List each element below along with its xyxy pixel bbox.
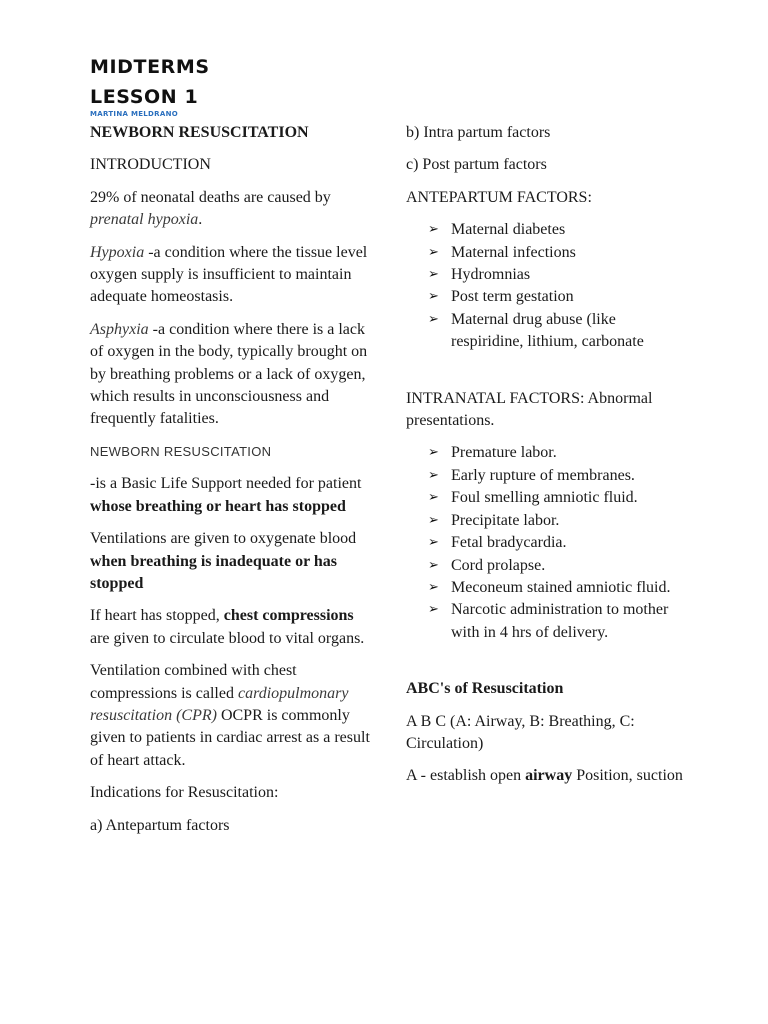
arrow-bullet-icon: ➢ bbox=[428, 311, 439, 327]
airway-text: A - establish open bbox=[406, 767, 526, 785]
arrow-bullet-icon: ➢ bbox=[428, 557, 439, 573]
list-item-text: Premature labor. bbox=[451, 444, 557, 462]
list-item-text: Foul smelling amniotic fluid. bbox=[451, 489, 638, 507]
page-header bbox=[90, 52, 210, 112]
list-item bbox=[406, 532, 691, 554]
list-item-text: Maternal drug abuse (like respiridine, lithium, carbonate bbox=[451, 310, 644, 351]
indication-item-a: a) Antepartum factors bbox=[90, 816, 230, 834]
airway-end: Position, suction bbox=[572, 767, 683, 785]
asphyxia-def: -a condition where there is a lack of oxygen in the body, typically brought on by breathing problems or a lack of oxygen, which results in unconsciousness and frequently fatalities. bbox=[90, 320, 368, 428]
author-name: MARTINA MELDRANO bbox=[90, 110, 178, 118]
asphyxia-term: Asphyxia bbox=[90, 320, 149, 338]
cpr-end: OCPR is commonly given to patients in cardiac arrest as a result of heart attack. bbox=[90, 706, 370, 769]
intranatal-heading: INTRANATAL FACTORS: Abnormal presentations. bbox=[406, 389, 653, 430]
indication-item-c: c) Post partum factors bbox=[406, 156, 547, 174]
arrow-bullet-icon: ➢ bbox=[428, 602, 439, 618]
antepartum-heading: ANTEPARTUM FACTORS: bbox=[406, 188, 592, 206]
vent-bold: when breathing is inadequate or has stopped bbox=[90, 552, 338, 592]
list-item-text: Early rupture of membranes. bbox=[451, 466, 635, 484]
airway-paragraph bbox=[406, 765, 691, 787]
arrow-bullet-icon: ➢ bbox=[428, 289, 439, 305]
ventilation-paragraph bbox=[90, 528, 375, 595]
neonatal-deaths-paragraph bbox=[90, 187, 375, 232]
spacer bbox=[406, 364, 691, 388]
arrow-bullet-icon: ➢ bbox=[428, 467, 439, 483]
list-item-text: Hydromnias bbox=[451, 266, 531, 284]
arrow-bullet-icon: ➢ bbox=[428, 490, 439, 506]
indication-item-b: b) Intra partum factors bbox=[406, 124, 551, 141]
list-item-text: Cord prolapse. bbox=[451, 556, 546, 574]
heart-text: If heart has stopped, bbox=[90, 607, 224, 625]
list-item-text: Narcotic administration to mother with in 4 hrs of delivery. bbox=[451, 601, 669, 641]
p1-text: 29% of neonatal deaths are caused by bbox=[90, 188, 331, 206]
spacer bbox=[406, 654, 691, 678]
list-item bbox=[406, 465, 691, 487]
list-item-text: Maternal diabetes bbox=[451, 221, 566, 239]
cpr-paragraph bbox=[90, 660, 375, 772]
introduction-heading: INTRODUCTION bbox=[90, 156, 211, 174]
list-item bbox=[406, 242, 691, 264]
arrow-bullet-icon: ➢ bbox=[428, 445, 439, 461]
list-item bbox=[406, 510, 691, 532]
right-column bbox=[406, 122, 691, 798]
indications-heading: Indications for Resuscitation: bbox=[90, 784, 279, 802]
left-column bbox=[90, 122, 375, 847]
list-item bbox=[406, 487, 691, 509]
list-item bbox=[406, 599, 691, 644]
list-item bbox=[406, 309, 691, 354]
asphyxia-definition bbox=[90, 319, 375, 431]
list-item-text: Post term gestation bbox=[451, 288, 574, 306]
list-item bbox=[406, 442, 691, 464]
arrow-bullet-icon: ➢ bbox=[428, 244, 439, 260]
list-item-text: Maternal infections bbox=[451, 243, 576, 261]
newborn-resuscitation-subhead: NEWBORN RESUSCITATION bbox=[90, 443, 272, 459]
bls-bold: whose breathing or heart has stopped bbox=[90, 497, 346, 515]
arrow-bullet-icon: ➢ bbox=[428, 267, 439, 283]
arrow-bullet-icon: ➢ bbox=[428, 579, 439, 595]
list-item-text: Meconeum stained amniotic fluid. bbox=[451, 578, 671, 596]
airway-bold: airway bbox=[525, 767, 573, 785]
cpr-italic: cardiopulmonary resuscitation (CPR) bbox=[90, 684, 349, 724]
abc-heading: ABC's of Resuscitation bbox=[406, 680, 564, 698]
bls-text: -is a Basic Life Support needed for patient bbox=[90, 475, 362, 493]
p1-italic: prenatal hypoxia bbox=[90, 211, 199, 229]
list-item-text: Precipitate labor. bbox=[451, 511, 560, 529]
arrow-bullet-icon: ➢ bbox=[428, 535, 439, 551]
list-item bbox=[406, 286, 691, 308]
arrow-bullet-icon: ➢ bbox=[428, 512, 439, 528]
list-item bbox=[406, 219, 691, 241]
antepartum-list bbox=[406, 219, 691, 353]
list-item bbox=[406, 577, 691, 599]
hypoxia-definition bbox=[90, 242, 375, 309]
hypoxia-term: Hypoxia bbox=[90, 243, 145, 261]
arrow-bullet-icon: ➢ bbox=[428, 222, 439, 238]
intranatal-list bbox=[406, 442, 691, 644]
abc-line: A B C (A: Airway, B: Breathing, C: Circulation) bbox=[406, 712, 635, 752]
header-midterms: MIDTERMS bbox=[90, 56, 210, 78]
list-item bbox=[406, 264, 691, 286]
list-item-text: Fetal bradycardia. bbox=[451, 534, 567, 552]
heart-bold: chest compressions bbox=[223, 607, 354, 625]
p1-end: . bbox=[198, 211, 203, 229]
vent-text: Ventilations are given to oxygenate blood bbox=[90, 530, 357, 548]
header-lesson: LESSON 1 bbox=[90, 86, 199, 108]
section-title: NEWBORN RESUSCITATION bbox=[90, 124, 309, 141]
heart-end: are given to circulate blood to vital organs. bbox=[90, 629, 365, 647]
hypoxia-def: -a condition where the tissue level oxygen supply is insufficient to maintain adequate homeostasis. bbox=[90, 243, 368, 306]
bls-paragraph bbox=[90, 473, 375, 518]
heart-paragraph bbox=[90, 605, 375, 650]
cpr-text: Ventilation combined with chest compressions is called bbox=[90, 662, 297, 702]
list-item bbox=[406, 555, 691, 577]
